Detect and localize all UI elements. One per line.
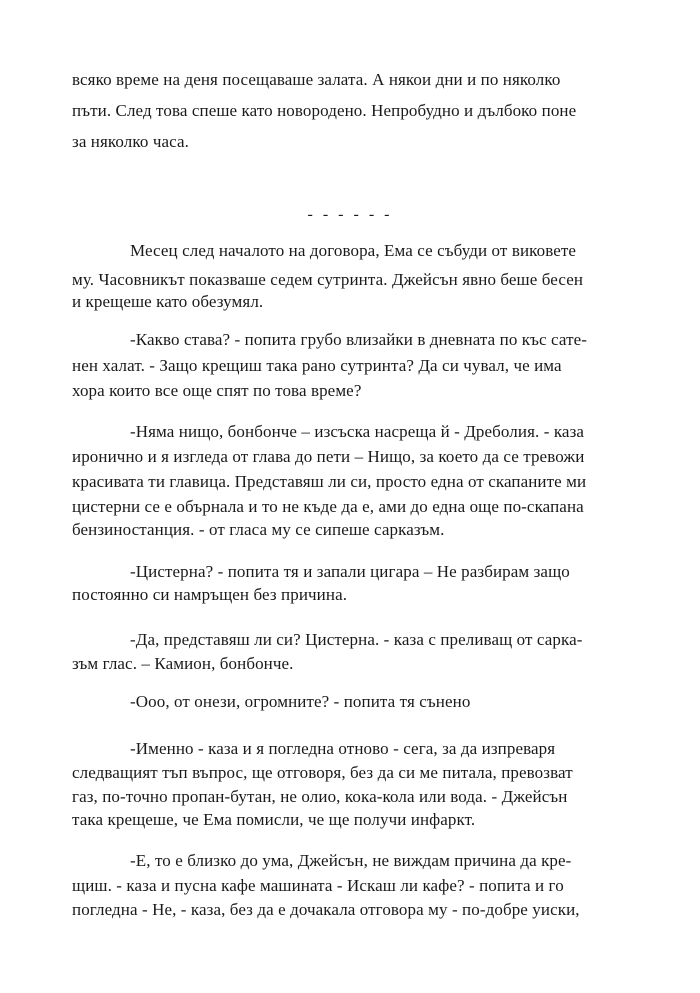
text-line: бензиностанция. - от гласа му се сипеше сарказъм. [72,520,445,539]
text-line: цистерни се е обърнала и то не къде да е, ами до една още по-скапана [72,497,584,516]
text-line: погледна - Не, - каза, без да е дочакала отговора му - по-добре уиски, [72,900,580,919]
text-line: красивата ти главица. Представяш ли си, просто една от скапаните ми [72,472,587,491]
text-line: -Какво става? - попита грубо влизайки в дневната по къс сате- [130,330,588,349]
text-line: пъти. След това спеше като новородено. Непробудно и дълбоко поне [72,101,577,120]
text-line: Месец след началото на договора, Ема се събуди от виковете [130,241,577,260]
text-line: -Ооо, от онези, огромните? - попита тя сънено [130,692,471,711]
text-line: нен халат. - Защо крещиш така рано сутринта? Да си чувал, че има [72,356,562,375]
text-line: -Да, представяш ли си? Цистерна. - каза с преливащ от сарка- [130,630,583,649]
text-line: зъм глас. – Камион, бонбонче. [72,654,294,673]
text-line: -Е, то е близко до ума, Джейсън, не виждам причина да кре- [130,851,572,870]
text-line: и крещеше като обезумял. [72,292,264,311]
text-line: така крещеше, че Ема помисли, че ще получи инфаркт. [72,810,476,829]
text-line: хора които все още спят по това време? [72,381,362,400]
text-line: постоянно си намръщен без причина. [72,585,348,604]
text-line: щиш. - каза и пусна кафе машината - Искаш ли кафе? - попита и го [72,876,564,895]
text-line: следващият тъп въпрос, ще отговоря, без да си ме питала, превозват [72,763,573,782]
text-line: -Именно - каза и я погледна отново - сега, за да изпреваря [130,739,556,758]
text-line: иронично и я изгледа от глава до пети – Нищо, за което да се тревожи [72,447,585,466]
text-line: -Цистерна? - попита тя и запали цигара – Не разбирам защо [130,562,570,581]
text-line: газ, по-точно пропан-бутан, не олио, кока-кола или вода. - Джейсън [72,787,568,806]
section-separator: - - - - - - [307,206,393,223]
text-line: -Няма нищо, бонбонче – изсъска насреща й - Дреболия. - каза [130,422,585,441]
text-line: за няколко часа. [72,132,189,151]
text-line: му. Часовникът показваше седем сутринта. Джейсън явно беше бесен [72,270,584,289]
text-line: всяко време на деня посещаваше залата. А някои дни и по няколко [72,70,561,89]
